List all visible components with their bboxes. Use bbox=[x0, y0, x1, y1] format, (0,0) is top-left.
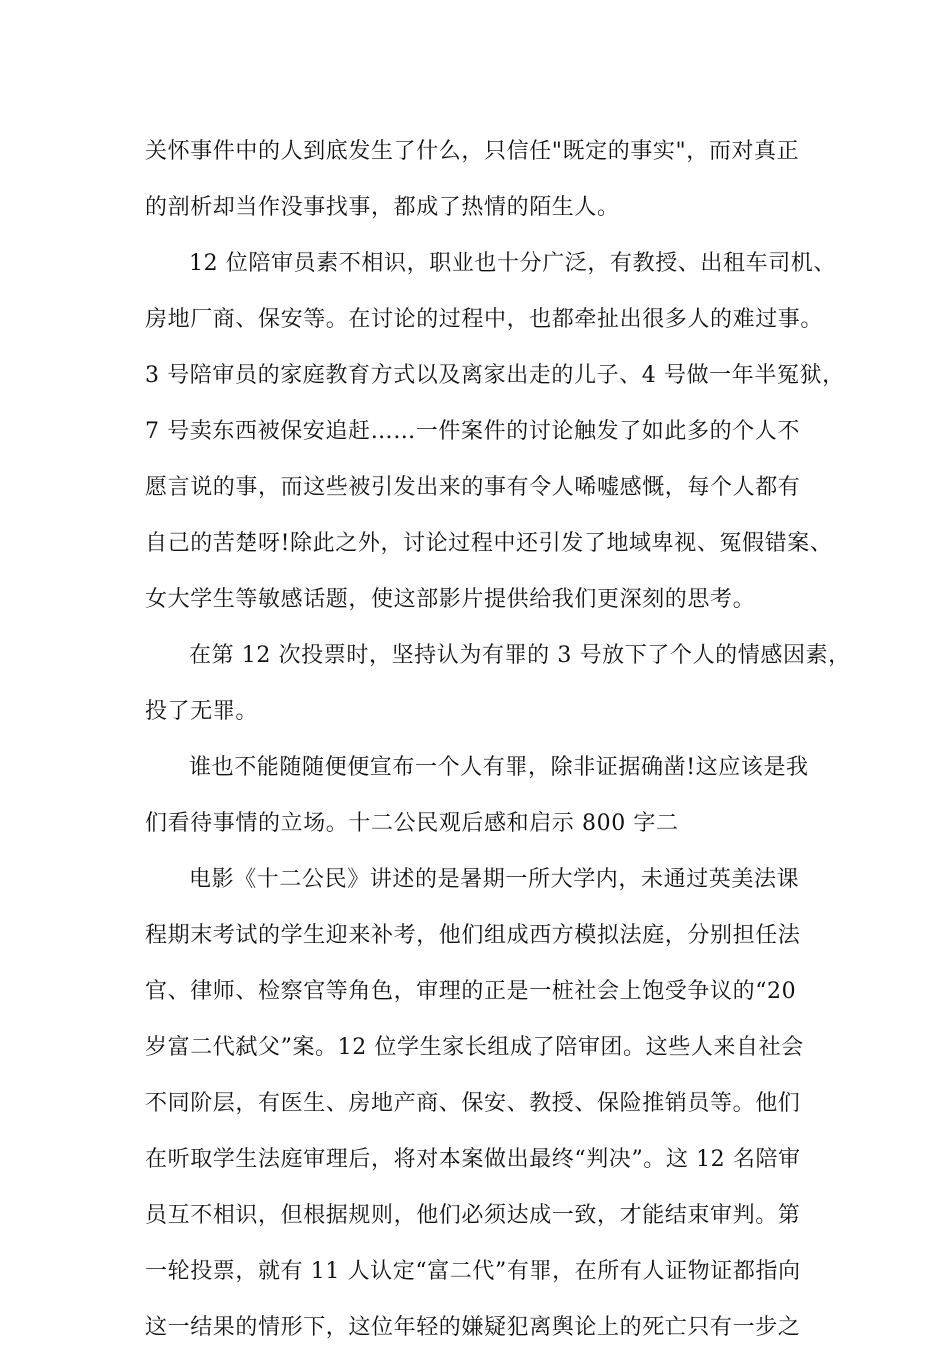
text-line: 自己的苦楚呀!除此之外，讨论过程中还引发了地域卑视、冤假错案、 bbox=[145, 531, 833, 556]
text-line: 3 号陪审员的家庭教育方式以及离家出走的儿子、4 号做一年半冤狱， bbox=[145, 363, 845, 388]
text-line: 7 号卖东西被保安追赶……一件案件的讨论触发了如此多的个人不 bbox=[145, 419, 800, 444]
text-line: 愿言说的事，而这些被引发出来的事有令人唏嘘感慨，每个人都有 bbox=[145, 475, 801, 500]
text-line: 关怀事件中的人到底发生了什么，只信任"既定的事实"，而对真正 bbox=[145, 139, 800, 164]
text-line: 官、律师、检察官等角色，审理的正是一桩社会上饱受争议的“20 bbox=[145, 979, 797, 1004]
text-line: 投了无罪。 bbox=[145, 699, 259, 724]
text-line: 房地厂商、保安等。在讨论的过程中，也都牵扯出很多人的难过事。 bbox=[145, 307, 824, 332]
paragraph-first-line: 在第 12 次投票时，坚持认为有罪的 3 号放下了个人的情感因素， bbox=[189, 643, 851, 668]
text-line: 这一结果的情形下，这位年轻的嫌疑犯离舆论上的死亡只有一步之 bbox=[145, 1315, 801, 1340]
text-line: 程期末考试的学生迎来补考，他们组成西方模拟法庭，分别担任法 bbox=[145, 923, 801, 948]
text-line: 女大学生等敏感话题，使这部影片提供给我们更深刻的思考。 bbox=[145, 587, 756, 612]
paragraph-first-line: 12 位陪审员素不相识，职业也十分广泛，有教授、出租车司机、 bbox=[189, 251, 836, 276]
text-line: 岁富二代弑父”案。12 位学生家长组成了陪审团。这些人来自社会 bbox=[145, 1035, 804, 1060]
text-line: 一轮投票，就有 11 人认定“富二代”有罪，在所有人证物证都指向 bbox=[145, 1259, 801, 1284]
text-line: 员互不相识，但根据规则，他们必须达成一致，才能结束审判。第 bbox=[145, 1203, 801, 1228]
paragraph-first-line: 电影《十二公民》讲述的是暑期一所大学内，未通过英美法课 bbox=[189, 867, 800, 892]
text-line: 在听取学生法庭审理后，将对本案做出最终“判决”。这 12 名陪审 bbox=[145, 1147, 801, 1172]
text-line: 的剖析却当作没事找事，都成了热情的陌生人。 bbox=[145, 195, 620, 220]
document-body bbox=[145, 124, 851, 1356]
text-line: 不同阶层，有医生、房地产商、保安、教授、保险推销员等。他们 bbox=[145, 1091, 801, 1116]
text-line: 们看待事情的立场。十二公民观后感和启示 800 字二 bbox=[145, 811, 679, 836]
paragraph-first-line: 谁也不能随随便便宣布一个人有罪，除非证据确凿!这应该是我 bbox=[189, 755, 809, 780]
